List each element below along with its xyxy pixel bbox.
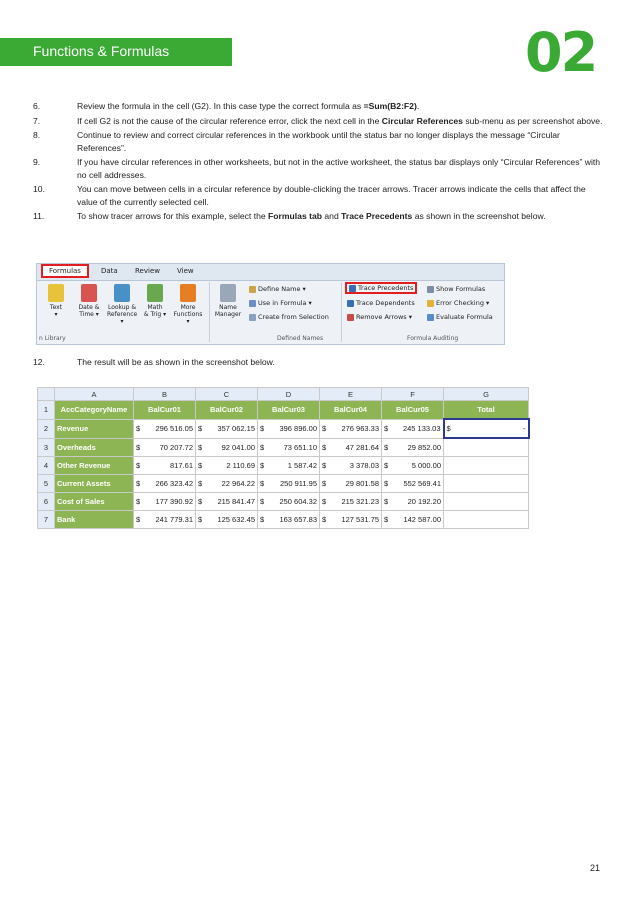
button-label: & Trig ▾ — [143, 311, 167, 318]
header-cell[interactable]: BalCur02 — [196, 401, 258, 420]
trace-precedents-button[interactable] — [345, 284, 417, 292]
table-row — [38, 475, 529, 493]
cell-value: 396 896.00 — [279, 424, 317, 433]
use-in-formula-label: Use in Formula ▾ — [258, 299, 312, 307]
error-checking-button[interactable] — [427, 299, 489, 307]
steps-list — [33, 100, 608, 225]
step-text-part: . — [416, 101, 420, 111]
cell-value: 552 569.41 — [403, 479, 441, 488]
section-title: Functions & Formulas — [33, 43, 170, 59]
step-text — [77, 129, 608, 154]
currency-symbol: $ — [322, 515, 327, 524]
step-text-part: To show tracer arrows for this example, select the — [77, 211, 269, 221]
step-number: 12. — [33, 357, 45, 367]
currency-symbol: $ — [198, 515, 203, 524]
value-cell[interactable] — [196, 457, 258, 475]
row-header[interactable]: 3 — [38, 438, 55, 457]
create-from-selection-label: Create from Selection — [258, 313, 329, 321]
function-library-button[interactable] — [173, 284, 203, 325]
step-number: 7. — [33, 115, 41, 126]
button-label: Math — [147, 304, 163, 311]
currency-symbol: $ — [384, 424, 389, 433]
row-header[interactable]: 7 — [38, 511, 55, 529]
step-number: 10. — [33, 184, 45, 194]
value-cell[interactable] — [258, 493, 320, 511]
step-text — [77, 183, 608, 208]
table-row — [38, 419, 529, 438]
function-library-button[interactable] — [74, 284, 104, 318]
step-text — [77, 100, 608, 113]
value-cell[interactable] — [134, 493, 196, 511]
cell-value: 266 323.42 — [155, 479, 193, 488]
step-text — [77, 115, 608, 128]
header-cell[interactable]: BalCur01 — [134, 401, 196, 420]
currency-symbol: $ — [198, 497, 203, 506]
value-cell[interactable] — [382, 493, 444, 511]
currency-symbol: $ — [136, 461, 141, 470]
value-cell[interactable] — [382, 511, 444, 529]
remove-arrows-icon — [347, 314, 354, 321]
currency-symbol: $ — [322, 479, 327, 488]
step-text-part: Continue to review and correct circular references in the workbook until the status bar no longer displays the message “Circular References”. — [77, 130, 560, 153]
currency-symbol: $ — [260, 424, 265, 433]
value-cell[interactable] — [382, 457, 444, 475]
button-label: More — [180, 304, 196, 311]
table-row — [38, 493, 529, 511]
table-row — [38, 511, 529, 529]
cell-value: 73 651.10 — [283, 442, 317, 452]
currency-symbol: $ — [198, 424, 203, 433]
book-icon — [147, 284, 163, 302]
cell-value: 3 378.03 — [349, 461, 379, 470]
row-header[interactable]: 2 — [38, 419, 55, 438]
currency-symbol: $ — [322, 497, 327, 506]
define-name-label: Define Name ▾ — [258, 285, 306, 293]
category-cell[interactable]: Revenue — [55, 419, 134, 438]
value-cell[interactable] — [134, 511, 196, 529]
evaluate-formula-button[interactable] — [427, 313, 493, 321]
value-cell[interactable] — [320, 511, 382, 529]
function-library-button[interactable] — [41, 284, 71, 318]
cell-value: 125 632.45 — [217, 515, 255, 524]
total-cell[interactable] — [444, 438, 529, 457]
total-cell[interactable] — [444, 457, 529, 475]
step-number: 8. — [33, 130, 41, 140]
category-cell[interactable]: Other Revenue — [55, 457, 134, 475]
currency-symbol: $ — [384, 461, 389, 470]
cell-value: - — [523, 424, 526, 433]
row-header[interactable]: 1 — [38, 401, 55, 420]
name-manager-button[interactable] — [213, 284, 243, 318]
step-item — [33, 210, 608, 223]
step-item — [33, 100, 608, 113]
value-cell[interactable] — [320, 493, 382, 511]
trace-precedents-label: Trace Precedents — [358, 284, 414, 292]
cell-value: 357 062.15 — [217, 424, 255, 433]
button-label: Time ▾ — [79, 311, 99, 318]
button-label: Lookup & — [107, 304, 137, 311]
button-label: ▾ — [54, 311, 58, 318]
step-12 — [33, 356, 608, 371]
column-header[interactable]: D — [258, 388, 320, 401]
value-cell[interactable] — [320, 438, 382, 457]
cell-value: 70 207.72 — [159, 442, 193, 452]
ribbon-tabs — [37, 264, 504, 281]
tab-formulas[interactable]: Formulas — [41, 264, 89, 278]
value-cell[interactable] — [258, 419, 320, 438]
library-group-label: n Library — [39, 335, 66, 342]
step-item — [33, 156, 608, 181]
cell-value: 20 192.20 — [407, 497, 441, 506]
evaluate-formula-label: Evaluate Formula — [436, 313, 493, 321]
step-text-part: You can move between cells in a circular reference by double-clicking the tracer arrows. Tracer arrows indicate the cells that affect the value of the currently selected cell. — [77, 184, 586, 207]
step-text — [77, 156, 608, 181]
row-header[interactable]: 4 — [38, 457, 55, 475]
cell-value: 2 110.69 — [226, 461, 255, 470]
trace-dependents-icon — [347, 300, 354, 307]
remove-arrows-label: Remove Arrows ▾ — [356, 313, 412, 321]
column-header[interactable] — [38, 388, 55, 401]
step-text-part: If cell G2 is not the cause of the circular reference error, click the next cell in the — [77, 115, 382, 126]
total-cell[interactable] — [444, 475, 529, 493]
currency-symbol: $ — [322, 442, 327, 452]
currency-symbol: $ — [446, 424, 451, 433]
cell-value: 177 390.92 — [155, 497, 193, 506]
column-header[interactable]: B — [134, 388, 196, 401]
category-cell[interactable]: Cost of Sales — [55, 493, 134, 511]
section-banner — [0, 38, 232, 66]
cell-value: 47 281.64 — [345, 442, 379, 452]
cell-value: 127 531.75 — [341, 515, 379, 524]
value-cell[interactable] — [320, 419, 382, 438]
column-header[interactable]: G — [444, 388, 529, 401]
tag-icon — [249, 286, 256, 293]
header-cell[interactable]: BalCur04 — [320, 401, 382, 420]
currency-symbol: $ — [136, 515, 141, 524]
defined-names-label: Defined Names — [277, 335, 324, 342]
step-text-part: as shown in the screenshot below. — [412, 211, 546, 221]
cell-value: 250 604.32 — [279, 497, 317, 506]
step-number: 6. — [33, 101, 41, 111]
cell-value: 22 964.22 — [221, 479, 255, 488]
column-header[interactable]: F — [382, 388, 444, 401]
header-cell[interactable]: BalCur03 — [258, 401, 320, 420]
cell-value: 215 321.23 — [341, 497, 379, 506]
currency-symbol: $ — [260, 442, 265, 452]
value-cell[interactable] — [196, 419, 258, 438]
cell-value: 276 963.33 — [341, 424, 379, 433]
step-emphasis: Circular References — [381, 115, 463, 126]
evaluate-formula-icon — [427, 314, 434, 321]
step-text-part: Review the formula in the cell (G2). In this case type the correct formula as — [77, 101, 364, 111]
cell-value: 163 657.83 — [279, 515, 317, 524]
define-name-button[interactable] — [249, 285, 306, 293]
value-cell[interactable] — [258, 511, 320, 529]
trace-precedents-highlight — [345, 282, 417, 294]
show-formulas-button[interactable] — [427, 285, 485, 293]
currency-symbol: $ — [322, 461, 327, 470]
step-number: 11. — [33, 211, 45, 221]
step-text: The result will be as shown in the screenshot below. — [77, 357, 275, 367]
value-cell[interactable] — [134, 457, 196, 475]
name-manager-label-1: Name — [219, 304, 237, 311]
cell-value: 250 911.95 — [280, 479, 317, 488]
cell-value: 142 587.00 — [403, 515, 441, 524]
currency-symbol: $ — [260, 479, 265, 488]
function-library-button[interactable] — [140, 284, 170, 318]
trace-precedents-icon — [349, 285, 356, 292]
step-item — [33, 129, 608, 154]
value-cell[interactable] — [382, 438, 444, 457]
header-row — [38, 401, 529, 420]
trace-dependents-label: Trace Dependents — [356, 299, 415, 307]
function-library-button[interactable] — [107, 284, 137, 325]
button-label: Text — [49, 304, 63, 311]
header-cell[interactable]: BalCur05 — [382, 401, 444, 420]
value-cell[interactable] — [320, 457, 382, 475]
table-row — [38, 438, 529, 457]
currency-symbol: $ — [384, 497, 389, 506]
grid-icon — [249, 314, 256, 321]
step-emphasis: =Sum(B2:F2) — [363, 101, 417, 111]
currency-symbol: $ — [136, 442, 141, 452]
selected-total-cell[interactable] — [444, 419, 529, 438]
step-text-part: If you have circular references in other worksheets, but not in the active worksheet, the status bar displays only “Circular References” with no cell addresses. — [77, 157, 601, 180]
step-item — [33, 183, 608, 208]
currency-symbol: $ — [384, 442, 389, 452]
currency-symbol: $ — [384, 515, 389, 524]
button-label: Functions ▾ — [173, 311, 203, 325]
fx-icon — [249, 300, 256, 307]
button-label: Reference ▾ — [107, 311, 138, 325]
show-formulas-icon — [427, 286, 434, 293]
currency-symbol: $ — [260, 461, 265, 470]
column-header[interactable]: A — [55, 388, 134, 401]
value-cell[interactable] — [134, 438, 196, 457]
page-number: 21 — [590, 863, 601, 873]
currency-symbol: $ — [260, 515, 265, 524]
spreadsheet-screenshot — [37, 387, 530, 529]
name-manager-icon — [220, 284, 236, 302]
value-cell[interactable] — [196, 511, 258, 529]
currency-symbol: $ — [322, 424, 327, 433]
excel-ribbon-screenshot — [36, 263, 505, 345]
value-cell[interactable] — [134, 419, 196, 438]
total-cell[interactable] — [444, 493, 529, 511]
step-emphasis: Trace Precedents — [341, 211, 413, 221]
cell-value: 241 779.31 — [155, 515, 193, 524]
currency-symbol: $ — [260, 497, 265, 506]
row-header[interactable]: 5 — [38, 475, 55, 493]
name-manager-label-2: Manager — [214, 311, 242, 318]
currency-symbol: $ — [136, 479, 141, 488]
header-cell[interactable]: AccCategoryName — [55, 401, 134, 420]
step-text-part: and — [322, 211, 342, 221]
currency-symbol: $ — [198, 442, 203, 452]
value-cell[interactable] — [382, 475, 444, 493]
book-icon — [81, 284, 97, 302]
header-cell[interactable]: Total — [444, 401, 529, 420]
column-headers — [38, 388, 529, 401]
book-icon — [114, 284, 130, 302]
formula-auditing-label: Formula Auditing — [407, 335, 459, 342]
value-cell[interactable] — [196, 438, 258, 457]
error-checking-label: Error Checking ▾ — [436, 299, 490, 307]
chapter-number: 02 — [525, 21, 597, 84]
button-label: Date & — [78, 304, 100, 311]
cell-value: 29 801.58 — [345, 479, 379, 488]
column-header[interactable]: C — [196, 388, 258, 401]
book-icon — [180, 284, 196, 302]
step-text — [77, 210, 608, 223]
divider — [341, 282, 342, 342]
error-checking-icon — [427, 300, 434, 307]
value-cell[interactable] — [382, 419, 444, 438]
cell-value: 817.61 — [170, 461, 193, 470]
show-formulas-label: Show Formulas — [436, 285, 486, 293]
tab-review[interactable]: Review — [135, 267, 160, 275]
value-cell[interactable] — [258, 475, 320, 493]
value-cell[interactable] — [320, 475, 382, 493]
category-cell[interactable]: Overheads — [55, 438, 134, 457]
total-cell[interactable] — [444, 511, 529, 529]
value-cell[interactable] — [134, 475, 196, 493]
currency-symbol: $ — [198, 461, 203, 470]
category-cell[interactable]: Current Assets — [55, 475, 134, 493]
use-in-formula-button[interactable] — [249, 299, 312, 307]
step-emphasis: Formulas tab — [268, 211, 323, 221]
row-header[interactable]: 6 — [38, 493, 55, 511]
cell-value: 5 000.00 — [411, 461, 441, 470]
step-item — [33, 115, 608, 128]
step-text-part: sub-menu as per screenshot above. — [462, 115, 603, 126]
value-cell[interactable] — [258, 457, 320, 475]
book-icon — [48, 284, 64, 302]
cell-value: 215 841.47 — [217, 497, 255, 506]
cell-value: 296 516.05 — [155, 424, 193, 433]
cell-value: 92 041.00 — [221, 442, 255, 452]
value-cell[interactable] — [258, 438, 320, 457]
divider — [209, 282, 210, 342]
cell-value: 245 133.03 — [402, 424, 441, 433]
tab-view[interactable]: View — [177, 267, 194, 275]
tab-data[interactable]: Data — [101, 267, 118, 275]
value-cell[interactable] — [196, 475, 258, 493]
create-from-selection-button[interactable] — [249, 313, 329, 321]
step-number: 9. — [33, 157, 41, 167]
trace-dependents-button[interactable] — [347, 299, 415, 307]
currency-symbol: $ — [136, 497, 141, 506]
category-cell[interactable]: Bank — [55, 511, 134, 529]
column-header[interactable]: E — [320, 388, 382, 401]
table-row — [38, 457, 529, 475]
value-cell[interactable] — [196, 493, 258, 511]
currency-symbol: $ — [136, 424, 141, 433]
currency-symbol: $ — [384, 479, 389, 488]
cell-value: 1 587.42 — [287, 461, 317, 470]
remove-arrows-button[interactable] — [347, 313, 412, 321]
currency-symbol: $ — [198, 479, 203, 488]
cell-value: 29 852.00 — [407, 442, 441, 452]
